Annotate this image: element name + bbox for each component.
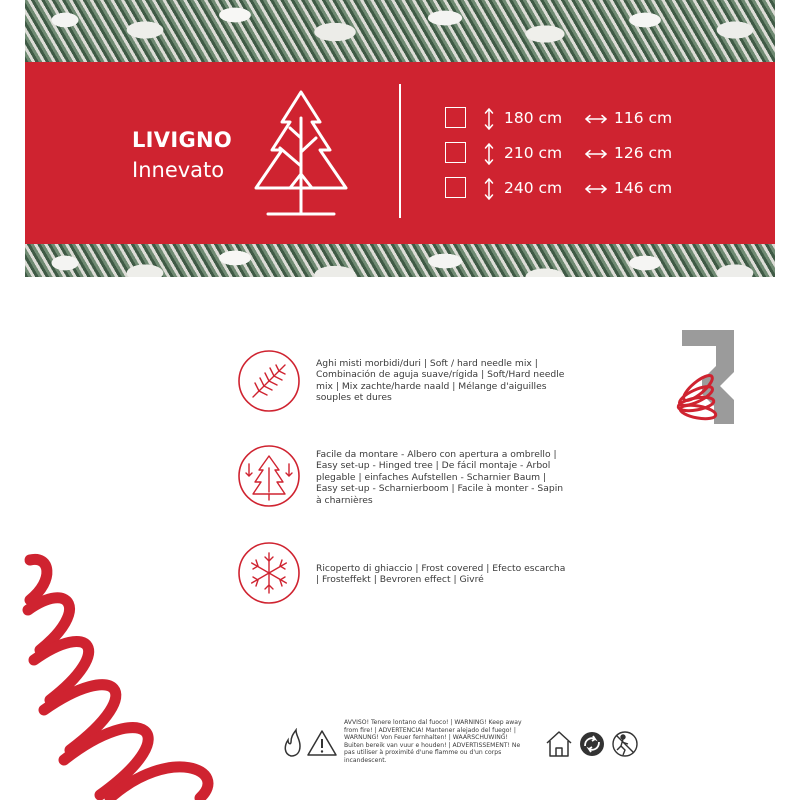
hinged-tree-icon	[237, 444, 301, 508]
fire-warning-text: AVVISO! Tenere lontano dal fuoco! | WARNING! Keep away from fire! | ADVERTENCIA! Mantener alejado del fuego! | WARNUNG! Von Feuer fernhalten! | WAARSCHUWING! Buiten bereik van vuur e houden! | ADVERTISSEMENT! Ne pas utiliser à proximité d'une flamme ou d'un corps incandescent.	[344, 719, 522, 764]
width-value: 116 cm	[614, 109, 673, 127]
width-arrow-icon	[584, 113, 608, 125]
width-value: 126 cm	[614, 144, 673, 162]
flame-icon	[285, 730, 300, 756]
size-checkbox[interactable]	[445, 107, 466, 128]
recycle-icon	[580, 732, 604, 756]
indoor-house-icon	[547, 732, 571, 756]
height-value: 240 cm	[504, 179, 563, 197]
snowy-tree-photo-bottom	[25, 243, 775, 277]
height-arrow-icon	[484, 142, 494, 166]
height-arrow-icon	[484, 177, 494, 201]
size-checkbox[interactable]	[445, 177, 466, 198]
decorative-coil-graphic	[0, 540, 250, 800]
product-subtitle: Innevato	[132, 158, 225, 182]
child-warning-icon	[613, 732, 637, 756]
warning-icons	[282, 728, 338, 758]
width-arrow-icon	[584, 183, 608, 195]
brand-3-logo-icon	[676, 328, 738, 426]
width-value: 146 cm	[614, 179, 673, 197]
width-arrow-icon	[584, 148, 608, 160]
feature-frost-text: Ricoperto di ghiaccio | Frost covered | Efecto escarcha | Frosteffekt | Bevroren effect | Givré	[316, 563, 566, 586]
height-value: 210 cm	[504, 144, 563, 162]
footer-symbols	[545, 728, 641, 760]
product-name: LIVIGNO	[132, 128, 233, 152]
needle-branch-icon	[237, 349, 301, 413]
banner-divider	[399, 84, 401, 218]
height-value: 180 cm	[504, 109, 563, 127]
feature-easy-setup-text: Facile da montare - Albero con apertura a ombrello | Easy set-up - Hinged tree | De fácil montaje - Arbol plegable | einfaches Aufstellen - Scharnier Baum | Easy set-up - Scharnierboom | Facile à monter - Sapin à charnières	[316, 449, 564, 506]
feature-needle-mix-text: Aghi misti morbidi/duri | Soft / hard needle mix | Combinación de aguja suave/rígida | Soft/Hard needle mix | Mix zachte/harde naald | Mélange d'aiguilles souples et dures	[316, 358, 565, 404]
height-arrow-icon	[484, 107, 494, 131]
tree-outline-icon	[250, 88, 352, 218]
snowy-tree-photo-top	[25, 0, 775, 62]
size-checkbox[interactable]	[445, 142, 466, 163]
